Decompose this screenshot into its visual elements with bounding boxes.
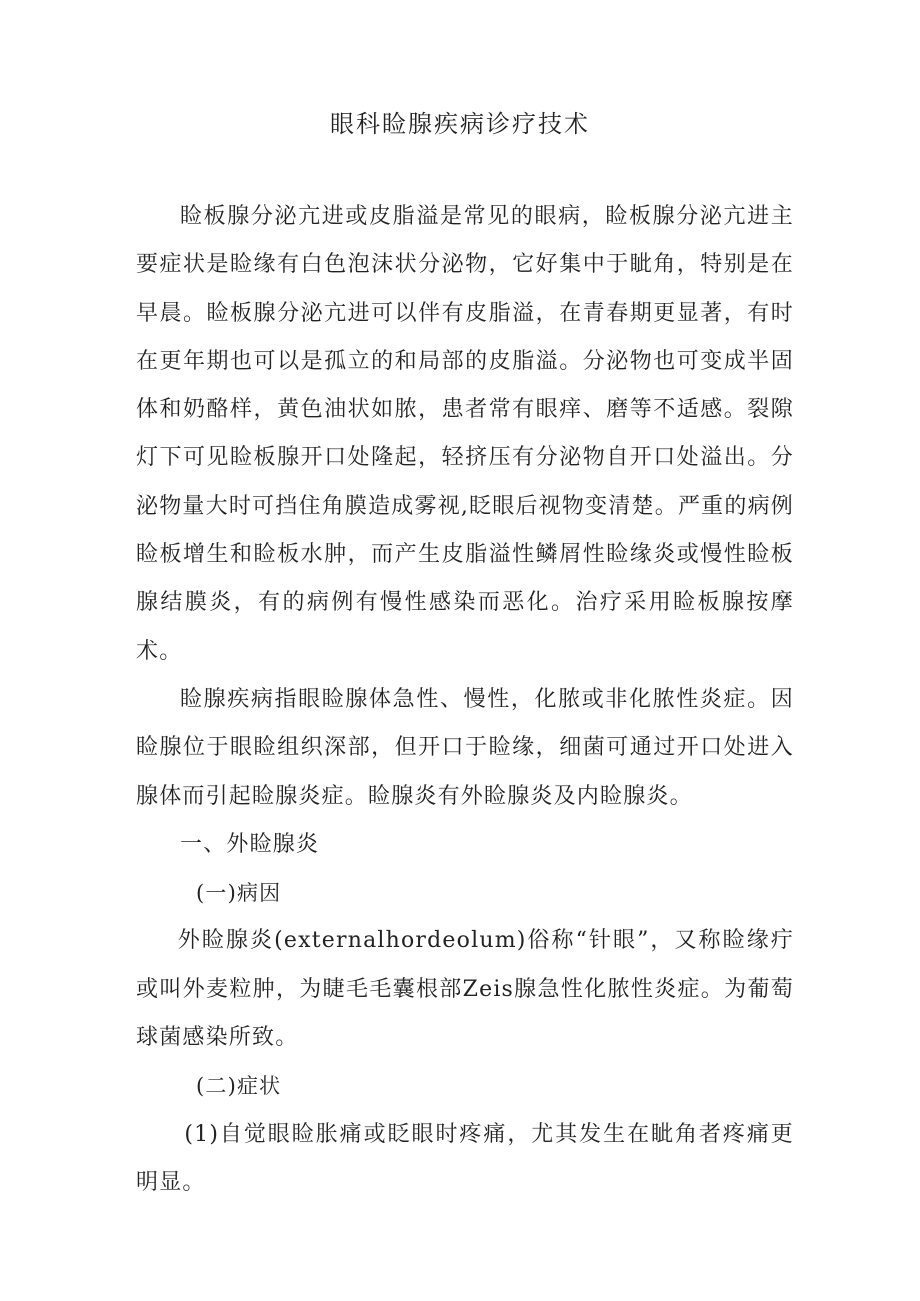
document-body [136,193,794,1207]
document-title: 眼科睑腺疾病诊疗技术 [330,110,590,138]
paragraph-cause: 外睑腺炎(externalhordeolum)俗称“针眼”，又称睑缘疔或叫外麦粒肿，为睫毛毛囊根部Zeis腺急性化脓性炎症。为葡萄球菌感染所致。 [136,928,794,1051]
subheading-cause: (一)病因 [196,881,282,906]
paragraph-eyelid-gland-disease: 睑腺疾病指眼睑腺体急性、慢性，化脓或非化脓性炎症。因睑腺位于眼睑组织深部，但开口于睑缘，细菌可通过开口处进入腺体而引起睑腺炎症。睑腺炎有外睑腺炎及内睑腺炎。 [136,686,794,809]
paragraph-symptom-1: (1)自觉眼睑胀痛或眨眼时疼痛，尤其发生在眦角者疼痛更明显。 [136,1121,794,1195]
section-heading-external-hordeolum: 一、外睑腺炎 [180,831,320,857]
paragraph-meibomian-hypersecretion: 睑板腺分泌亢进或皮脂溢是常见的眼病，睑板腺分泌亢进主要症状是睑缘有白色泡沫状分泌物，它好集中于眦角，特别是在早晨。睑板腺分泌亢进可以伴有皮脂溢，在青春期更显著，有时在更年期也可以是孤立的和局部的皮脂溢。分泌物也可变成半固体和奶酪样，黄色油状如脓，患者常有眼痒、磨等不适感。裂隙灯下可见睑板腺开口处隆起，轻挤压有分泌物自开口处溢出。分泌物量大时可挡住角膜造成雾视,眨眼后视物变清楚。严重的病例睑板增生和睑板水肿，而产生皮脂溢性鳞屑性睑缘炎或慢性睑板腺结膜炎，有的病例有慢性感染而恶化。治疗采用睑板腺按摩术。 [136,204,794,664]
subheading-symptoms: (二)症状 [196,1074,282,1099]
